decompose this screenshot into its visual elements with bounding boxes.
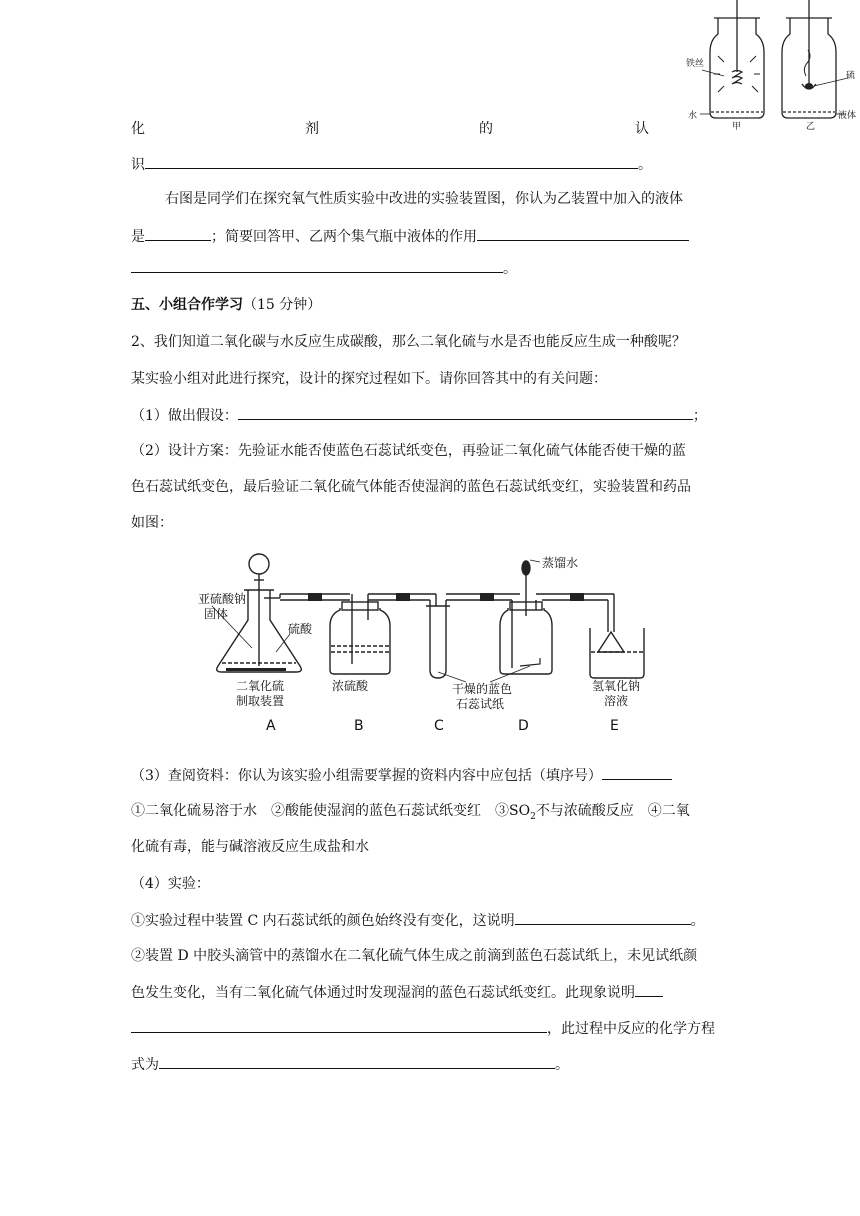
label-D: D: [518, 718, 529, 734]
q4-c2-line3: ，此过程中反应的化学方程: [131, 1018, 715, 1039]
char-ren: 认: [635, 121, 649, 137]
label-distilled: 蒸馏水: [542, 556, 579, 570]
label-naoh-2: 溶液: [604, 694, 629, 708]
q4-c2-line2: 色发生变化，当有二氧化硫气体通过时发现湿润的蓝色石蕊试纸变红。此现象说明: [131, 982, 663, 1003]
q3-line3: 化硫有毒，能与碱溶液反应生成盐和水: [131, 839, 369, 855]
para1-line1: 右图是同学们在探究氧气性质实验中改进的实验装置图，你认为乙装置中加入的液体: [165, 191, 683, 207]
q3-line2: ①二氧化硫易溶于水 ②酸能使湿润的蓝色石蕊试纸变红 $③SO_2$不与浓硫酸反应 ④二氧: [131, 803, 690, 822]
label-sulfur: 硫: [846, 71, 856, 81]
label-jia: 甲: [732, 122, 742, 132]
oxygen-experiment-figure: [680, 0, 860, 135]
label-sulfuric-acid: 硫酸: [288, 622, 313, 636]
q4-c2-line1: ②装置 D 中胶头滴管中的蒸馏水在二氧化硫气体生成之前滴到蓝色石蕊试纸上，未见试纸颜: [131, 948, 698, 964]
hypothesis-blank[interactable]: [238, 405, 693, 420]
label-conc-acid: 浓硫酸: [332, 679, 369, 693]
para1-line2: 是 ；简要回答甲、乙两个集气瓶中液体的作用: [131, 226, 689, 247]
line-shi: 识 。: [131, 154, 652, 175]
answer-blank[interactable]: [145, 154, 638, 169]
q4-label: （4）实验：: [131, 876, 210, 892]
q4-c1: ①实验过程中装置 C 内石蕊试纸的颜色始终没有变化，这说明 。: [131, 910, 705, 931]
liquid-blank[interactable]: [145, 226, 211, 241]
q2-line1: 2、我们知道二氧化碳与水反应生成碳酸，那么二氧化硫与水是否也能反应生成一种酸呢？: [131, 334, 686, 350]
label-A: A: [266, 718, 276, 734]
apparatus-diagram: [190, 548, 670, 738]
label-so2-2: 制取装置: [236, 694, 285, 708]
label-naoh-1: 氢氧化钠: [592, 679, 641, 693]
para1-line3: 。: [131, 258, 517, 279]
q3-line1: （3）查阅资料：你认为该实验小组需要掌握的资料内容中应包括（填序号）: [131, 765, 672, 786]
label-iron: 铁丝: [686, 59, 705, 69]
q4-c2-line4: 式为 。: [131, 1054, 569, 1075]
label-solid: 固体: [204, 607, 229, 621]
role-blank[interactable]: [477, 226, 689, 241]
label-so2-1: 二氧化硫: [236, 679, 285, 693]
spread-line: [131, 118, 651, 138]
q4-c1-blank[interactable]: [515, 910, 691, 925]
label-sodium-sulfite: 亚硫酸钠: [198, 592, 247, 606]
q2-part2-line1: （2）设计方案：先验证水能否使蓝色石蕊试纸变色，再验证二氧化硫气体能否使干燥的蓝: [131, 443, 686, 459]
label-dry-2: 石蕊试纸: [456, 697, 505, 711]
q4-c2-blank-b[interactable]: [131, 1018, 547, 1033]
char-hua: 化: [131, 121, 145, 137]
label-C: C: [434, 718, 444, 734]
q2-part2-line2: 色石蕊试纸变色，最后验证二氧化硫气体能否使湿润的蓝色石蕊试纸变红，实验装置和药品: [131, 479, 691, 495]
char-de: 的: [479, 121, 493, 137]
q2-part2-line3: 如图：: [131, 515, 173, 531]
label-dry-1: 干燥的蓝色: [452, 682, 513, 696]
label-water: 水: [688, 111, 698, 121]
label-B: B: [354, 718, 364, 734]
label-E: E: [610, 718, 619, 734]
role-blank-2[interactable]: [131, 258, 503, 273]
q2-part1: （1）做出假设： ；: [131, 405, 707, 426]
equation-blank[interactable]: [159, 1054, 555, 1069]
label-liquid: 液体: [838, 111, 857, 121]
q3-answer-blank[interactable]: [602, 765, 672, 780]
char-ji: 剂: [305, 121, 319, 137]
label-yi: 乙: [806, 122, 816, 132]
q4-c2-blank-a[interactable]: [635, 982, 663, 997]
section5-heading: 五、小组合作学习（15 分钟）: [131, 297, 322, 313]
q2-line2: 某实验小组对此进行探究，设计的探究过程如下。请你回答其中的有关问题：: [131, 371, 607, 387]
